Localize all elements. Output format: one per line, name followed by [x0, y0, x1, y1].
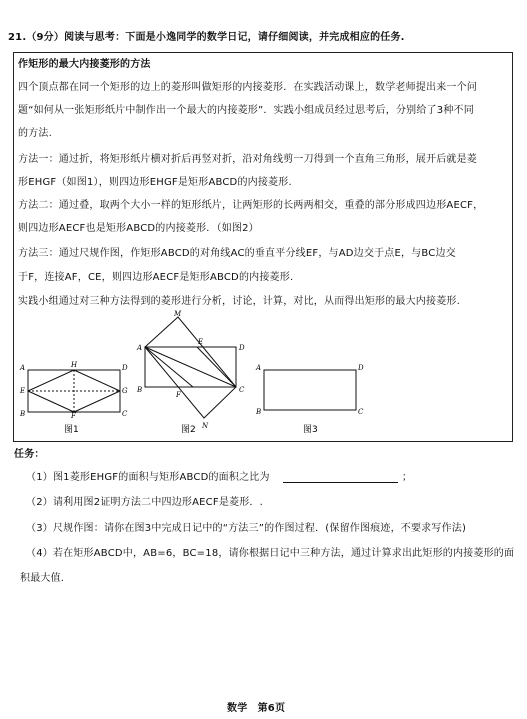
- fig2-label-N: N: [202, 422, 209, 430]
- task-1-answer-blank[interactable]: [283, 482, 398, 483]
- fig3-label-A: A: [256, 364, 262, 372]
- fig1-caption: 图1: [64, 425, 79, 435]
- fig2-caption: 图2: [181, 425, 196, 435]
- fig1-label-G: G: [122, 387, 128, 395]
- figure-2: [145, 317, 236, 418]
- task-2: （2）请利用图2证明方法二中四边形AECF是菱形．.: [26, 497, 263, 508]
- fig3-caption: 图3: [303, 425, 318, 435]
- fig3-label-B: B: [256, 408, 262, 416]
- fig2-label-D: D: [239, 344, 245, 352]
- method3-line-2: 于F，连接AF，CE，则四边形AECF是矩形ABCD的内接菱形.: [18, 272, 294, 283]
- question-header: 21.（9分）阅读与思考：下面是小逸同学的数学日记，请仔细阅读，并完成相应的任务.: [8, 32, 405, 43]
- method2-line-2: 则四边形AECF也是矩形ABCD的内接菱形．（如图2）: [18, 223, 259, 234]
- fig2-label-M: M: [174, 310, 182, 318]
- fig3-label-D: D: [358, 364, 364, 372]
- diary-title: 作矩形的最大内接菱形的方法: [18, 59, 151, 70]
- fig3-label-C: C: [358, 408, 364, 416]
- task-1: （1）图1菱形EHGF的面积与矩形ABCD的面积之比为: [26, 472, 270, 483]
- fig1-label-F: F: [71, 412, 76, 420]
- tasks-label: 任务：: [14, 449, 45, 460]
- intro-line-3: 的方法.: [18, 128, 52, 139]
- task-4-line-1: （4）若在矩形ABCD中，AB=6，BC=18，请你根据日记中三种方法，通过计算求出此矩形的内接菱形的面: [26, 548, 515, 559]
- method3-line-1: 方法三：通过尺规作图，作矩形ABCD的对角线AC的垂直平分线EF，与AD边交于点E，与BC边交: [18, 248, 456, 259]
- fig2-label-A: A: [137, 344, 143, 352]
- fig2-label-C: C: [239, 386, 245, 394]
- fig1-label-C: C: [122, 410, 128, 418]
- method1-line-1: 方法一：通过折，将矩形纸片横对折后再竖对折，沿对角线剪一刀得到一个直角三角形，展开后就是菱: [18, 154, 477, 165]
- task-1-blank-end: ；: [402, 472, 413, 483]
- fig2-label-F: F: [176, 391, 181, 399]
- method2-line-1: 方法二：通过叠，取两个大小一样的矩形纸片，让两矩形的长两两相交，重叠的部分形成四边形AECF，: [18, 200, 484, 211]
- fig1-label-A: A: [20, 364, 26, 372]
- task-4-line-2: 积最大值.: [20, 573, 65, 584]
- fig2-label-E: E: [198, 338, 204, 346]
- intro-line-1: 四个顶点都在同一个矩形的边上的菱形叫做矩形的内接菱形．在实践活动课上，数学老师提出来一个问: [18, 82, 477, 93]
- task-3: （3）尺规作图：请你在图3中完成日记中的“方法三”的作图过程．(保留作图痕迹，不要求写作法): [26, 523, 467, 534]
- page-footer: 数学 第6页: [227, 703, 286, 714]
- fig2-label-B: B: [137, 386, 143, 394]
- figure-1: [28, 370, 120, 412]
- figure-3: [264, 370, 356, 410]
- fig1-label-E: E: [20, 387, 26, 395]
- method1-line-2: 形EHGF（如图1），则四边形EHGF是矩形ABCD的内接菱形.: [18, 177, 292, 188]
- fig1-label-D: D: [122, 364, 128, 372]
- fig1-label-B: B: [20, 410, 26, 418]
- fig1-label-H: H: [71, 361, 78, 369]
- conclusion-line: 实践小组通过对三种方法得到的菱形进行分析，讨论，计算，对比，从而得出矩形的最大内接菱形.: [18, 296, 460, 307]
- intro-line-2: 题“如何从一张矩形纸片中制作出一个最大的内接菱形”．实践小组成员经过思考后，分别给了3种不同: [18, 105, 474, 116]
